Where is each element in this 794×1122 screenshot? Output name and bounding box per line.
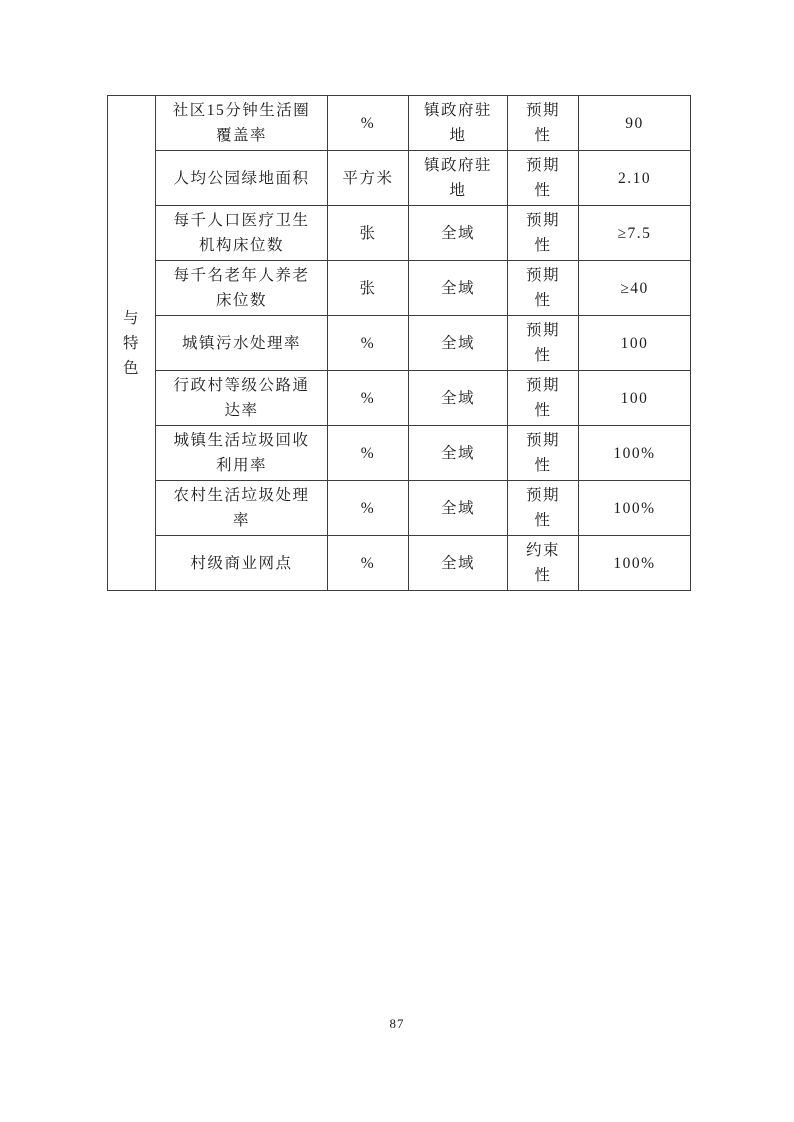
table-row	[108, 536, 691, 591]
unit-cell: %	[328, 96, 409, 151]
unit-cell: %	[328, 371, 409, 426]
table-row	[108, 426, 691, 481]
target-cell: 100%	[579, 536, 691, 591]
target-cell: 100	[579, 371, 691, 426]
target-cell: 100%	[579, 426, 691, 481]
target-cell: ≥7.5	[579, 206, 691, 261]
attribute-cell: 预期性	[508, 316, 579, 371]
table-row	[108, 371, 691, 426]
scope-cell: 全域	[409, 261, 508, 316]
table-row	[108, 316, 691, 371]
target-cell: 100%	[579, 481, 691, 536]
indicator-cell: 人均公园绿地面积	[156, 151, 328, 206]
attribute-cell: 预期性	[508, 96, 579, 151]
attribute-cell: 预期性	[508, 151, 579, 206]
target-cell: ≥40	[579, 261, 691, 316]
category-cell: 与特色	[108, 96, 156, 591]
scope-cell: 镇政府驻地	[409, 151, 508, 206]
table-row	[108, 96, 691, 151]
attribute-cell: 预期性	[508, 261, 579, 316]
attribute-cell: 预期性	[508, 371, 579, 426]
indicator-cell: 每千名老年人养老床位数	[156, 261, 328, 316]
attribute-cell: 预期性	[508, 426, 579, 481]
indicators-table	[107, 95, 691, 591]
unit-cell: 平方米	[328, 151, 409, 206]
indicator-cell: 村级商业网点	[156, 536, 328, 591]
indicator-cell: 农村生活垃圾处理率	[156, 481, 328, 536]
target-cell: 2.10	[579, 151, 691, 206]
indicator-cell: 每千人口医疗卫生机构床位数	[156, 206, 328, 261]
page-number: 87	[389, 1016, 405, 1031]
attribute-cell: 约束性	[508, 536, 579, 591]
indicator-cell: 行政村等级公路通达率	[156, 371, 328, 426]
scope-cell: 全域	[409, 371, 508, 426]
attribute-cell: 预期性	[508, 206, 579, 261]
table-row	[108, 481, 691, 536]
indicator-cell: 城镇污水处理率	[156, 316, 328, 371]
attribute-cell: 预期性	[508, 481, 579, 536]
table-row	[108, 206, 691, 261]
table-row	[108, 261, 691, 316]
scope-cell: 镇政府驻地	[409, 96, 508, 151]
target-cell: 90	[579, 96, 691, 151]
scope-cell: 全域	[409, 426, 508, 481]
target-cell: 100	[579, 316, 691, 371]
scope-cell: 全域	[409, 536, 508, 591]
unit-cell: %	[328, 316, 409, 371]
indicator-cell: 城镇生活垃圾回收利用率	[156, 426, 328, 481]
unit-cell: %	[328, 481, 409, 536]
unit-cell: %	[328, 426, 409, 481]
unit-cell: 张	[328, 261, 409, 316]
table-row	[108, 151, 691, 206]
unit-cell: 张	[328, 206, 409, 261]
scope-cell: 全域	[409, 316, 508, 371]
indicator-cell: 社区15分钟生活圈覆盖率	[156, 96, 328, 151]
unit-cell: %	[328, 536, 409, 591]
scope-cell: 全域	[409, 206, 508, 261]
scope-cell: 全域	[409, 481, 508, 536]
